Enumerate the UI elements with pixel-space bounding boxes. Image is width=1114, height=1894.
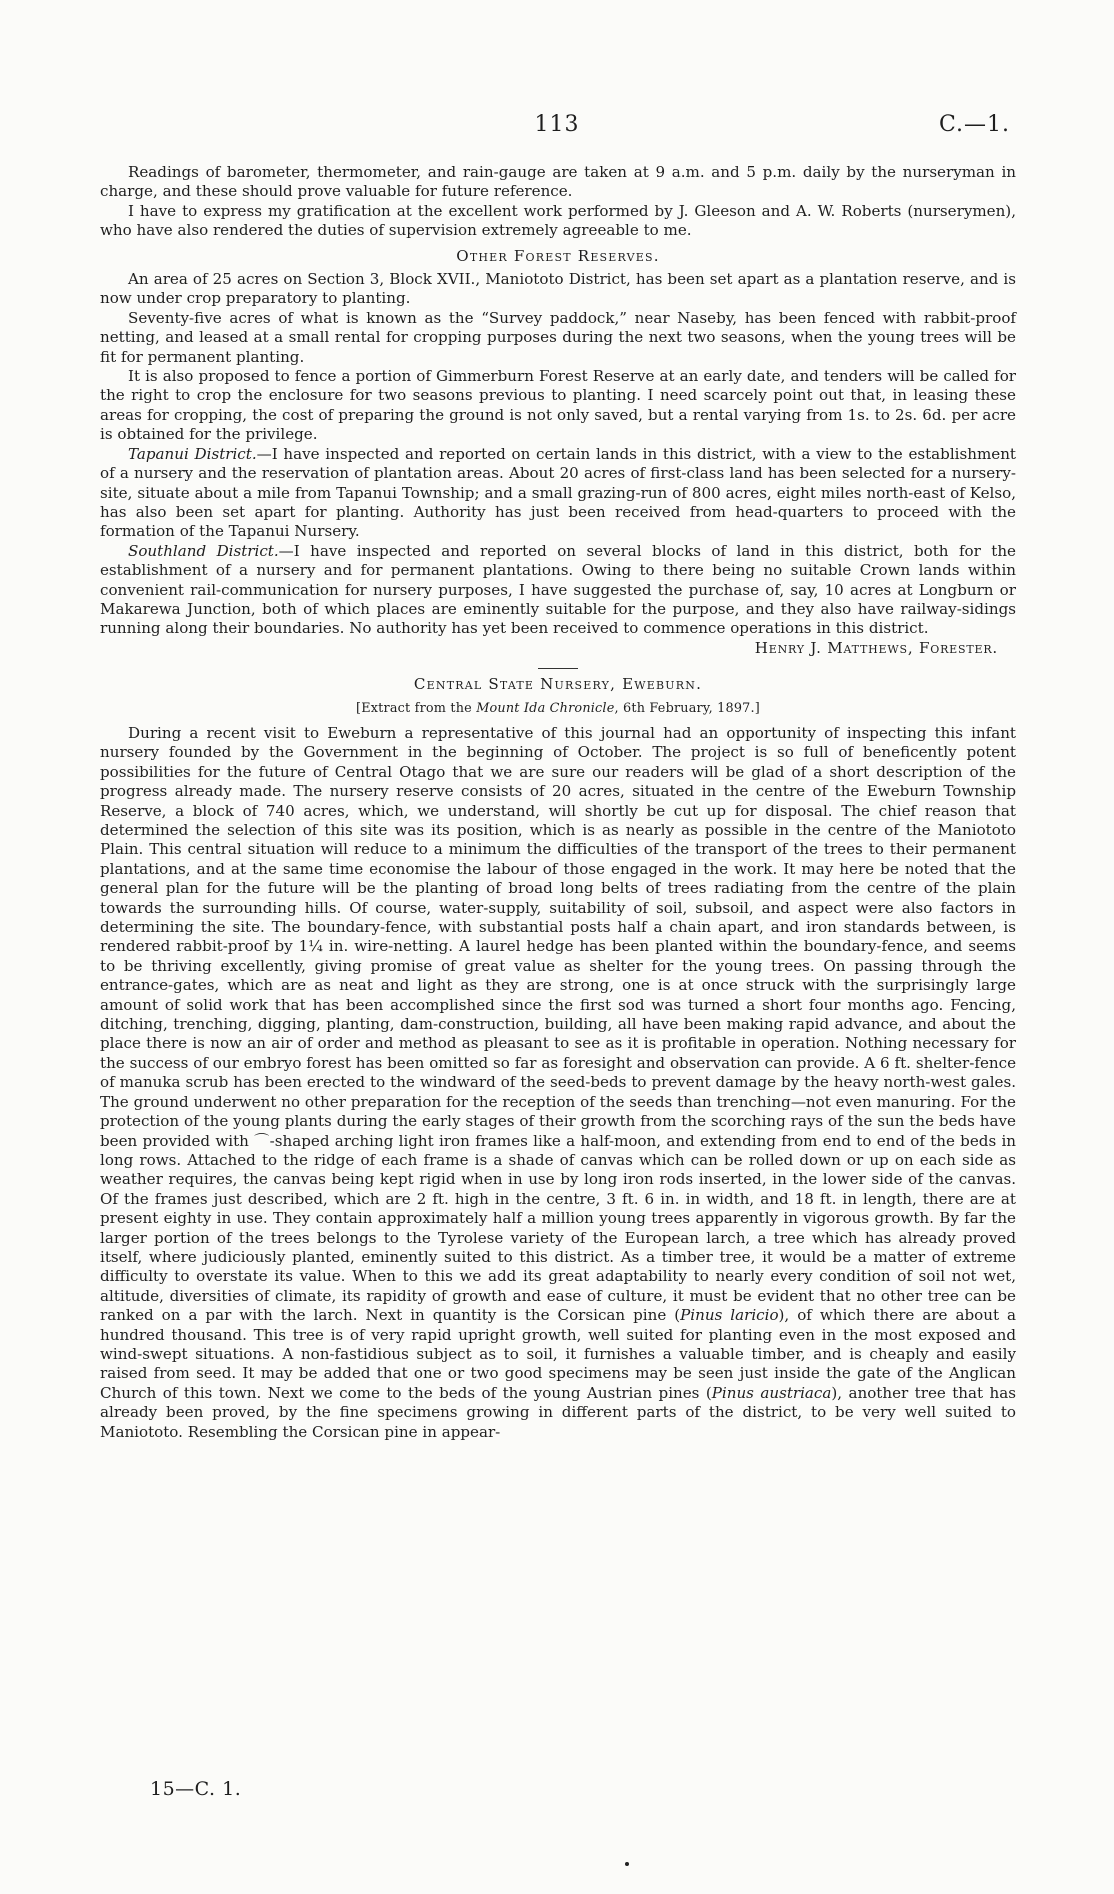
paragraph-gratification: I have to express my gratification at the excellent work performed by J. Gleeson and A. W. Roberts (nurserymen), who have also rendered the duties of supervision extremely agreeable to me.: [100, 201, 1016, 240]
section-heading-central-state-nursery: Central State Nursery, Eweburn.: [413, 675, 703, 694]
signature-mark: 15—C. 1.: [150, 1778, 242, 1800]
paragraph-tapanui: [100, 445, 1016, 542]
page-dot: [625, 1862, 629, 1866]
paragraph-maniototo-area: An area of 25 acres on Section 3, Block XVII., Maniototo District, has been set apart as a plantation reserve, and is now under crop preparatory to planting.: [100, 270, 1016, 308]
southland-text: —I have inspected and reported on several blocks of land in this district, both for the establishment of a nursery and for permanent plantations. Owing to there being no suitable Crown lands within convenient rail-communication for nursery purposes, I have suggested the purchase of, say, 10 acres at Longburn or Makarewa Junction, both of which places are eminently suitable for the purpose, and they also have railway-sidings running along their boundaries. No authority has yet been received to commence operations in this district.: [100, 541, 1016, 638]
southland-district-label: Southland District.: [128, 541, 279, 560]
paragraph-readings: Readings of barometer, thermometer, and rain-gauge are taken at 9 a.m. and 5 p.m. daily by the nurseryman in charge, and these should prove valuable for future reference.: [100, 163, 1016, 201]
tapanui-district-label: Tapanui District.: [128, 444, 257, 463]
document-reference: C.—1.: [938, 112, 1010, 137]
publication-name: Mount Ida Chronicle: [476, 700, 615, 716]
paragraph-survey-paddock: Seventy-five acres of what is known as the “Survey paddock,” near Naseby, has been fenced with rabbit-proof netting, and leased at a small rental for cropping purposes during the next two seasons, when the young trees will be fit for permanent planting.: [100, 308, 1016, 366]
page-body: [100, 163, 1016, 1442]
paragraph-eweburn-visit: During a recent visit to Eweburn a representative of this journal had an opportunity of inspecting this infant nursery founded by the Government in the beginning of October. The project is so full of beneficently potent possibilities for the future of Central Otago that we are sure our readers will be glad of a short description of the progress already made. The nursery reserve consists of 20 acres, situated in the centre of the Eweburn Township Reserve, a block of 740 acres, which, we understand, will shortly be cut up for disposal. The chief reason that determined the selection of this site was its position, which is as nearly as possible in the centre of the Maniototo Plain. This central situation will reduce to a minimum the difficulties of the transport of the trees to their permanent plantations, and at the same time economise the labour of those engaged in the work. It may here be noted that the general plan for the future will be the planting of broad long belts of trees radiating from the centre of the plain towards the surrounding hills. Of course, water-supply, suitability of soil, subsoil, and aspect were also factors in determining the site. The boundary-fence, with substantial posts half a chain apart, and iron standards between, is rendered rabbit-proof by 1¼ in. wire-netting. A laurel hedge has been planted within the boundary-fence, and seems to be thriving excellently, giving promise of great value as shelter for the young trees. On passing through the entrance-gates, which are as neat and light as they are strong, one is at once struck with the surprisingly large amount of solid work that has been accomplished since the first sod was turned a short four months ago. Fencing, ditching, trenching, digging, planting, dam-construction, building, all have been making rapid advance, and about the place there is now an air of order and method as pleasant to see as it is profitable in operation. Nothing necessary for the success of our embryo forest has been omitted so far as foresight and observation can provide. A 6 ft. shelter-fence of manuka scrub has been erected to the windward of the seed-beds to prevent damage by the heavy north-west gales. The ground underwent no other preparation for the reception of the seeds than trenching—not even manuring. For the protection of the young plants during the early stages of their growth from the scorching rays of the sun the beds have been provided with ⌒-shaped arching light iron frames like a half-moon, and extending from end to end of the beds in long rows. Attached to the ridge of each frame is a shade of canvas which can be rolled down or up on each side as weather requires, the canvas being kept rigid when in use by long iron rods inserted, in the lower side of the canvas. Of the frames just described, which are 2 ft. high in the centre, 3 ft. 6 in. in width, and 18 ft. in length, there are at present eighty in use. They contain approximately half a million young trees apparently in vigorous growth. By far the larger portion of the trees belongs to the Tyrolese variety of the European larch, a tree which has already proved itself, where judiciously planted, eminently suited to this district. As a timber tree, it would be a matter of extreme difficulty to overstate its value. When to this we add its great adaptability to nearly every condition of soil not wet, altitude, diversities of climate, its rapidity of growth and ease of culture, it must be evident that no other tree can be ranked on a par with the larch. Next in quantity is the Corsican pine (Pinus laricio), of which there are about a hundred thousand. This tree is of very rapid upright growth, well suited for planting even in the most exposed and wind-swept situations. A non-fastidious subject as to soil, it furnishes a valuable timber, and is cheaply and easily raised from seed. It may be added that one or two good specimens may be seen just inside the gate of the Anglican Church of this town. Next we come to the beds of the young Austrian pines (Pinus austriaca), another tree that has already been proved, by the fine specimens growing in different parts of the district, to be very well suited to Maniototo. Resembling the Corsican pine in appear-: [100, 723, 1016, 1441]
tapanui-text: —I have inspected and reported on certain lands in this district, with a view to the establishment of a nursery and the reservation of plantation areas. About 20 acres of first-class land has been selected for a nursery-site, situate about a mile from Tapanui Township; and a small grazing-run of 800 acres, eight miles north-east of Kelso, has also been set apart for planting. Authority has just been received from head-quarters to proceed with the formation of the Tapanui Nursery.: [100, 444, 1016, 541]
signature: Henry J. Matthews, Forester.: [754, 638, 998, 657]
paragraph-gimmerburn: It is also proposed to fence a portion of Gimmerburn Forest Reserve at an early date, and tenders will be called for the right to crop the enclosure for two seasons previous to planting. I need scarcely point out that, in leasing these areas for cropping, the cost of preparing the ground is not only saved, but a rental varying from 1s. to 2s. 6d. per acre is obtained for the privilege.: [100, 367, 1016, 444]
pinus-austriaca: Pinus austriaca: [711, 1383, 832, 1402]
page-number: 113: [534, 112, 580, 137]
extract-source: [Extract from the Mount Ida Chronicle, 6th February, 1897.]: [356, 700, 760, 716]
paragraph-southland: [100, 542, 1016, 639]
pinus-laricio: Pinus laricio: [680, 1306, 779, 1325]
section-heading-other-forest-reserves: Other Forest Reserves.: [456, 246, 660, 265]
section-divider: [538, 668, 578, 669]
